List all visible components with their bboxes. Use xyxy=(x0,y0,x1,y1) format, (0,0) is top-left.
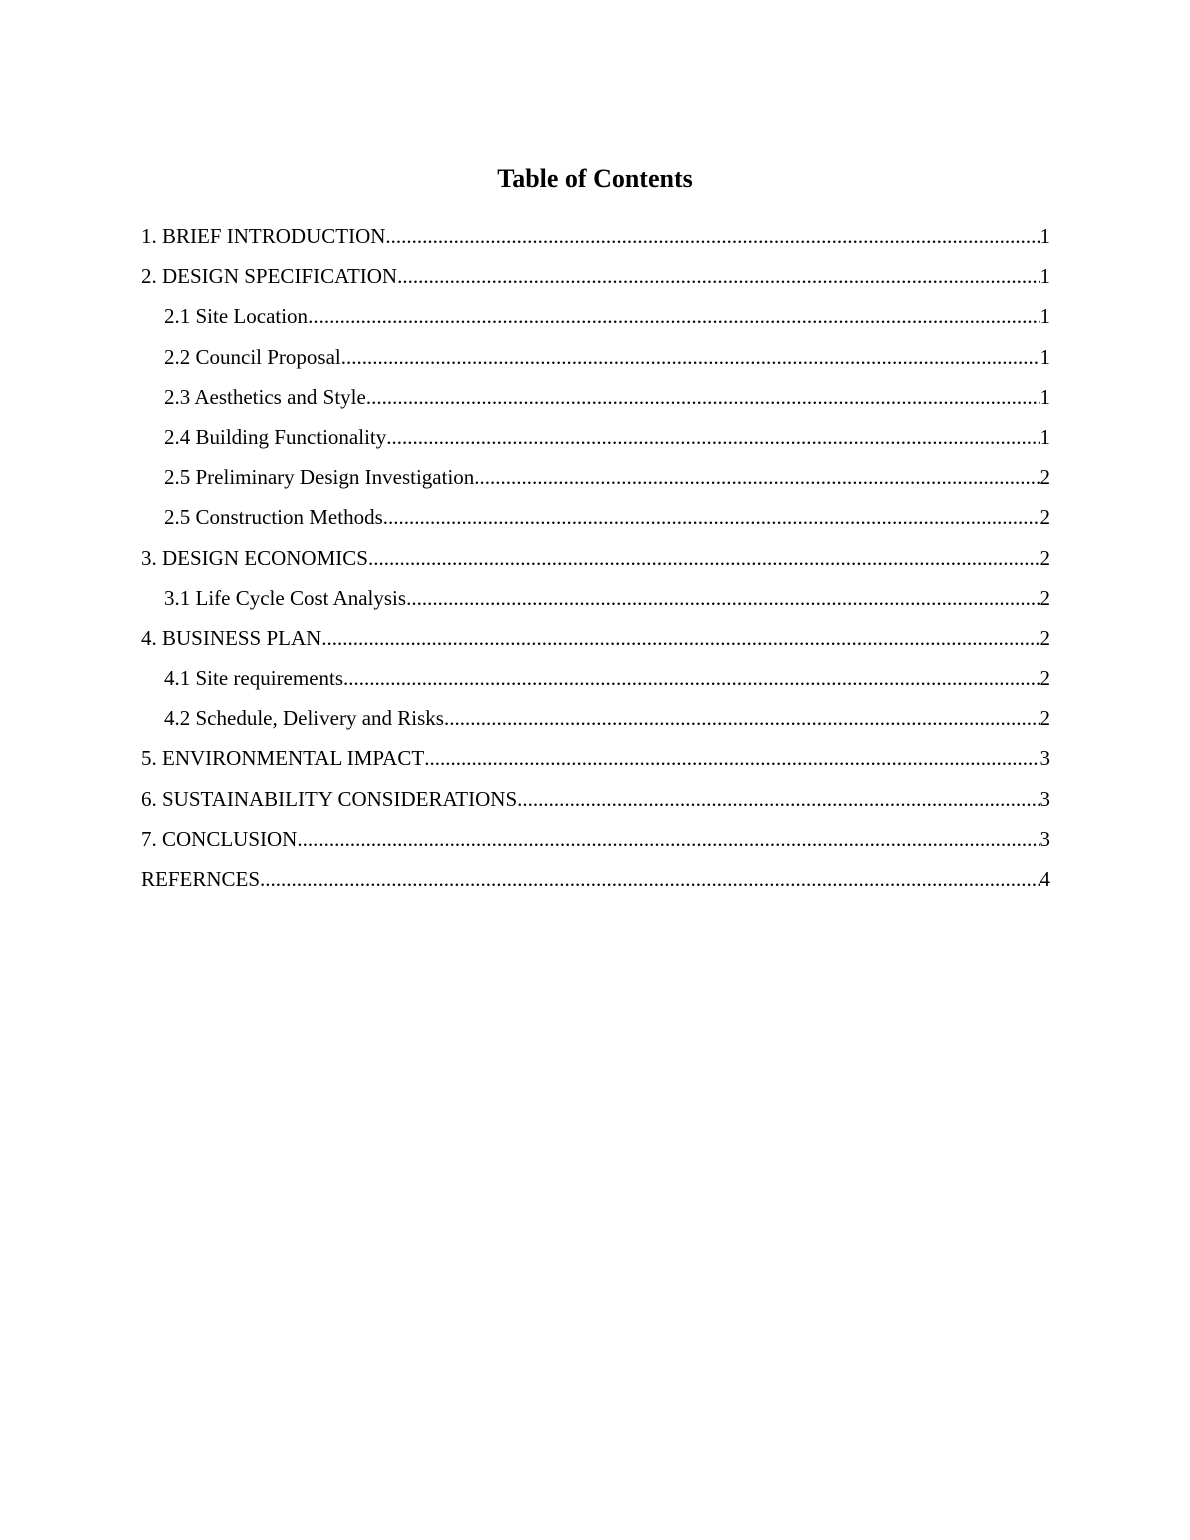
toc-entry[interactable] xyxy=(141,583,1050,623)
toc-title: Table of Contents xyxy=(497,164,693,193)
toc-entry-text: 4. BUSINESS PLAN xyxy=(141,625,322,650)
toc-dot-leader xyxy=(406,583,1039,613)
toc-entry-text: 7. CONCLUSION xyxy=(141,826,298,851)
toc-page-number: 1 xyxy=(1039,344,1050,369)
toc-dot-leader xyxy=(386,422,1039,452)
toc-entry[interactable] xyxy=(141,703,1050,743)
toc-entry-text: 3. DESIGN ECONOMICS xyxy=(141,545,368,570)
toc-entry-text: 3.1 Life Cycle Cost Analysis xyxy=(164,585,407,610)
toc-page-number: 2 xyxy=(1039,585,1050,610)
toc-dot-leader xyxy=(397,261,1039,291)
toc-entry[interactable] xyxy=(141,382,1050,422)
toc-dot-leader xyxy=(444,703,1040,733)
toc-dot-leader xyxy=(321,623,1039,653)
toc-entry[interactable] xyxy=(141,462,1050,502)
toc-entry[interactable] xyxy=(141,422,1050,462)
toc-list xyxy=(141,221,1050,904)
toc-dot-leader xyxy=(383,502,1040,532)
toc-entry[interactable] xyxy=(141,261,1050,301)
toc-entry-text: 2.1 Site Location xyxy=(164,304,309,329)
toc-page-number: 1 xyxy=(1039,304,1050,329)
toc-dot-leader xyxy=(368,543,1040,573)
toc-entry[interactable] xyxy=(141,623,1050,663)
toc-entry-text: REFERNCES xyxy=(141,867,261,891)
toc-page-number: 3 xyxy=(1039,826,1050,851)
toc-entry-text: 4.1 Site requirements xyxy=(164,666,344,691)
toc-entry-text: 2.2 Council Proposal xyxy=(164,344,341,369)
toc-page-number: 1 xyxy=(1039,384,1050,409)
toc-entry[interactable] xyxy=(141,743,1050,783)
toc-entry[interactable] xyxy=(141,342,1050,382)
toc-dot-leader xyxy=(474,462,1039,492)
toc-entry[interactable] xyxy=(141,301,1050,341)
toc-page-number: 1 xyxy=(1039,264,1050,289)
toc-entry-text: 4.2 Schedule, Delivery and Risks xyxy=(164,706,444,731)
toc-dot-leader xyxy=(385,221,1039,251)
toc-dot-leader xyxy=(260,864,1039,894)
toc-dot-leader xyxy=(341,342,1040,372)
toc-page-number: 1 xyxy=(1039,224,1050,248)
toc-entry[interactable] xyxy=(141,784,1050,824)
toc-dot-leader xyxy=(343,663,1039,693)
toc-dot-leader xyxy=(424,743,1039,773)
toc-entry-text: 5. ENVIRONMENTAL IMPACT xyxy=(141,746,425,771)
toc-entry-text: 1. BRIEF INTRODUCTION xyxy=(141,224,386,248)
toc-entry[interactable] xyxy=(141,663,1050,703)
toc-entry[interactable] xyxy=(141,824,1050,864)
toc-page-number: 4 xyxy=(1039,867,1050,891)
toc-page-number: 2 xyxy=(1039,545,1050,570)
toc-page-number: 3 xyxy=(1039,786,1050,811)
toc-page-number: 2 xyxy=(1039,706,1050,731)
toc-page-number: 2 xyxy=(1039,625,1050,650)
toc-entry-text: 2.4 Building Functionality xyxy=(164,424,387,449)
toc-entry[interactable] xyxy=(141,543,1050,583)
toc-entry[interactable] xyxy=(141,221,1050,261)
toc-entry-text: 6. SUSTAINABILITY CONSIDERATIONS xyxy=(141,786,518,811)
toc-page-number: 2 xyxy=(1039,465,1050,490)
toc-entry[interactable] xyxy=(141,864,1050,904)
toc-dot-leader xyxy=(366,382,1040,412)
toc-dot-leader xyxy=(517,784,1039,814)
toc-entry-text: 2.5 Preliminary Design Investigation xyxy=(164,465,475,490)
toc-entry[interactable] xyxy=(141,502,1050,542)
toc-page-number: 1 xyxy=(1039,424,1050,449)
toc-entry-text: 2.5 Construction Methods xyxy=(164,505,383,530)
toc-page-number: 2 xyxy=(1039,505,1050,530)
toc-dot-leader xyxy=(308,301,1039,331)
toc-dot-leader xyxy=(297,824,1039,854)
toc-entry-text: 2. DESIGN SPECIFICATION xyxy=(141,264,398,289)
toc-page-number: 2 xyxy=(1039,666,1050,691)
toc-entry-text: 2.3 Aesthetics and Style xyxy=(164,384,366,409)
toc-page-number: 3 xyxy=(1039,746,1050,771)
